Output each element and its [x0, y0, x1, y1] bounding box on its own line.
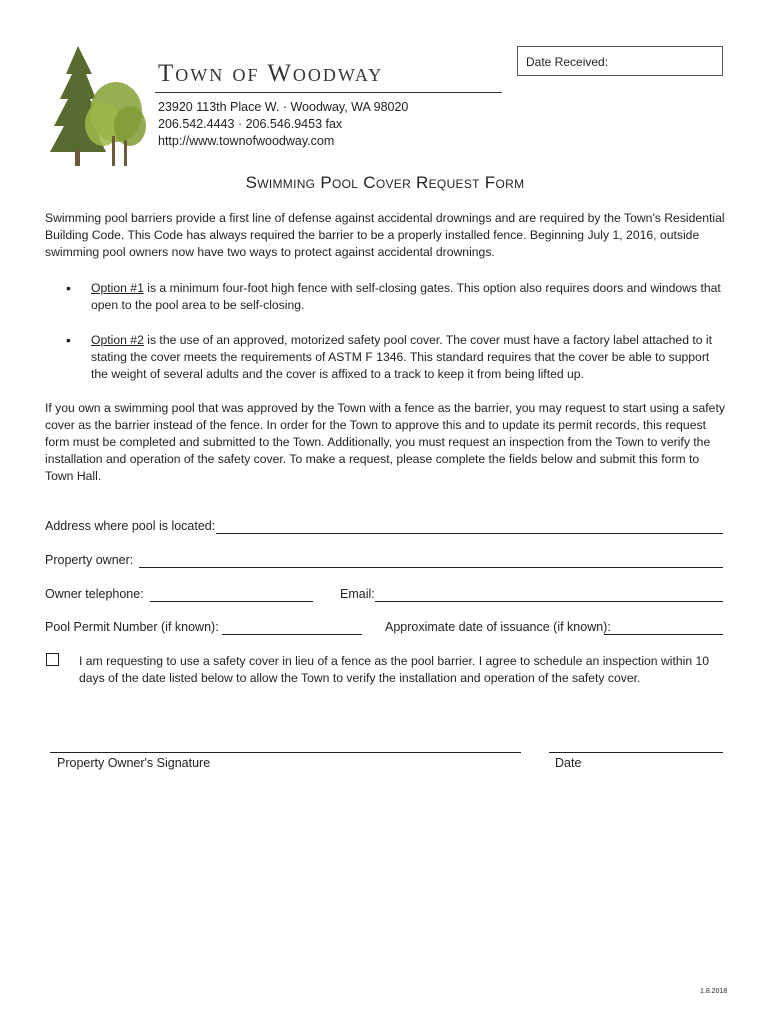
issuance-label: Approximate date of issuance (if known): [385, 620, 611, 634]
owner-field[interactable] [139, 567, 723, 568]
trees-icon [48, 44, 148, 166]
signature-field[interactable] [50, 752, 521, 753]
email-field[interactable] [375, 601, 723, 602]
signature-date-field[interactable] [549, 752, 723, 753]
website-link[interactable]: http://www.townofwoodway.com [158, 134, 335, 148]
option-2-label: Option #2 [91, 333, 144, 347]
permit-label: Pool Permit Number (if known): [45, 620, 219, 634]
instructions-paragraph: If you own a swimming pool that was approved by the Town with a fence as the barrier, you may request to start using a safety cover as the barrier instead of the fence. In order for the Town to approve this and to update its permit records, this request form must be completed and submitted to the Town. Additionally, you must request an inspection from the Town to verify the installation and operation of the safety cover. To make a request, please complete the fields below and submit this form to Town Hall. [45, 401, 725, 483]
telephone-label: Owner telephone: [45, 587, 144, 601]
bullet-icon: • [66, 280, 71, 296]
intro-paragraph: Swimming pool barriers provide a first line of defense against accidental drownings and are required by the Town's Residential Building Code. This Code has always required the barrier to be a properly installed fence. Beginning July 1, 2016, outside swimming pool owners now have two ways to protect against accidental drownings. [45, 211, 725, 259]
option-1-label: Option #1 [91, 281, 144, 295]
telephone-field[interactable] [150, 601, 313, 602]
bullet-icon: • [66, 332, 71, 348]
option-2 [91, 332, 727, 383]
address-line: 23920 113th Place W. · Woodway, WA 98020 [158, 100, 409, 114]
signature-label: Property Owner's Signature [57, 756, 211, 770]
option-1-text: is a minimum four-foot high fence with self-closing gates. This option also requires doors and windows that open to the pool area to be self-closing. [91, 281, 721, 312]
option-2-text: is the use of an approved, motorized safety pool cover. The cover must have a factory label attached to it stating the cover meets the requirements of ASTM F 1346. This standard requires that the cover be able to support the weight of several adults and the cover is affixed to a track to keep it from being lifted up. [91, 333, 713, 381]
agreement-checkbox[interactable] [46, 653, 59, 666]
phone-line: 206.542.4443 · 206.546.9453 fax [158, 117, 343, 131]
town-name: Town of Woodway [158, 60, 384, 87]
option-1 [91, 280, 727, 314]
address-label: Address where pool is located: [45, 519, 216, 533]
title-divider [155, 92, 502, 93]
form-title: Swimming Pool Cover Request Form [245, 173, 525, 192]
email-label: Email: [340, 587, 375, 601]
issuance-field[interactable] [604, 634, 723, 635]
date-received-box[interactable] [517, 46, 723, 76]
agreement-text: I am requesting to use a safety cover in lieu of a fence as the pool barrier. I agree to schedule an inspection within 10 days of the date listed below to allow the Town to verify the installation and operation of the safety cover. [79, 654, 710, 685]
date-received-label: Date Received: [526, 55, 609, 69]
permit-field[interactable] [222, 634, 362, 635]
address-field[interactable] [216, 533, 723, 534]
version-date: 1.8.2018 [700, 988, 728, 995]
owner-label: Property owner: [45, 553, 134, 567]
signature-date-label: Date [555, 756, 582, 770]
